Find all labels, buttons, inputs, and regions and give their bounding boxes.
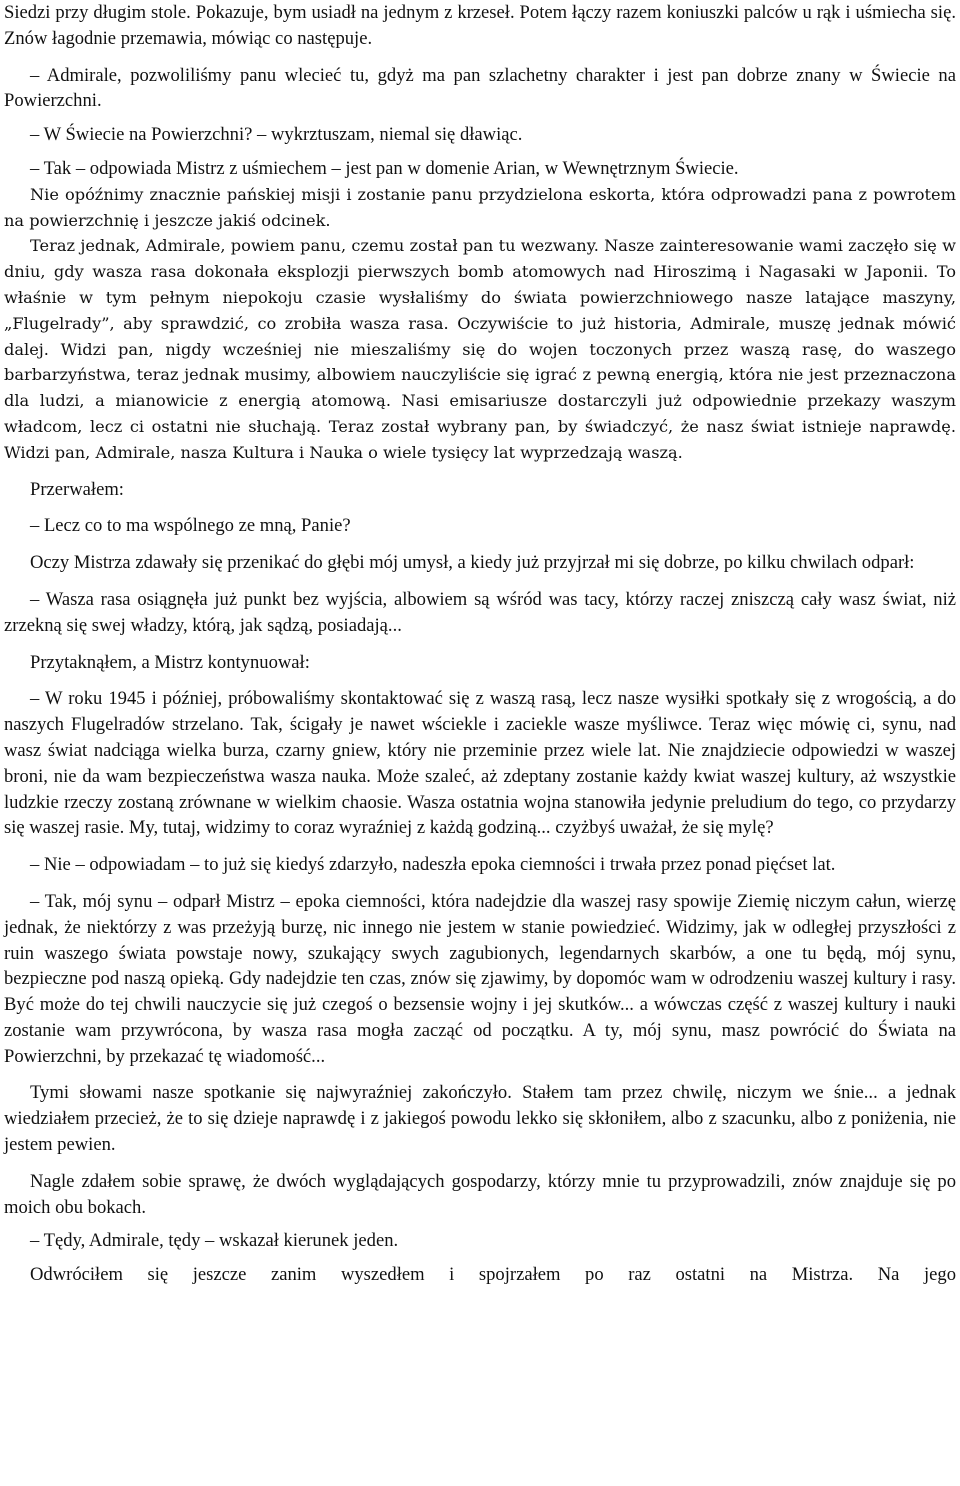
paragraph-interrupted: Przerwałem: [30, 478, 124, 500]
arian-domain-sentence: – Tak – odpowiada Mistrz z uśmiechem – jest pan w domenie Arian, w Wewnętrznym Świecie. [30, 157, 739, 179]
paragraph-opening: Siedzi przy długim stole. Pokazuje, bym usiadł na jednym z krzeseł. Potem łączy razem koniuszki palców u rąk i uśmiecha się. Znów łagodnie przemawia, mówiąc co następuje. [4, 2, 956, 49]
paragraph-nodded: Przytaknąłem, a Mistrz kontynuował: [30, 651, 310, 673]
paragraph-masters-eyes: Oczy Mistrza zdawały się przenikać do głębi mój umysł, a kiedy już przyjrzał mi się dobrze, po kilku chwilach odparł: [30, 552, 915, 574]
paragraph-what-has-this-to-do: – Lecz co to ma wspólnego ze mną, Panie? [30, 515, 351, 537]
paragraph-arian-domain [4, 156, 956, 466]
paragraph-last-look: Odwróciłem się jeszcze zanim wyszedłem i spojrzałem po raz ostatni na Mistrza. Na jego [30, 1264, 956, 1286]
paragraph-year-1945: – W roku 1945 i później, próbowaliśmy skontaktować się z waszą rasą, lecz nasze wysiłki spotkały się z wrogością, a do naszych Flugelradów strzelano. Tak, ścigały je nawet wściekle i zaciekle wasze myśliwce. Teraz więc mówię ci, synu, nad wasz świat nadciąga wielka burza, czarny gniew, który nie przeminie przez wiele lat. Nie znajdziecie odpowiedzi w waszej broni, nie da wam bezpieczeństwa wasza nauka. Może szaleć, aż zdeptany zostanie każdy kwiat waszej kultury, aż wszystkie ludzkie rzeczy zostaną zrównane w wielkim chaosie. Wasza ostatnia wojna stanowiła jedynie preludium do tego, co przydarzy się waszej rasie. My, tutaj, widzimy to coraz wyraźniej z każdą godziną... czyżbyś uważał, że się mylę? [4, 688, 956, 839]
paragraph-surface-world-question: – W Świecie na Powierzchni? – wykrztuszam, niemal się dławiąc. [30, 124, 523, 146]
paragraph-meeting-ended: Tymi słowami nasze spotkanie się najwyraźniej zakończyło. Stałem tam przez chwilę, niczym we śnie... a jednak wiedziałem przecież, że to się dzieje naprawdę i z jakiegoś powodu lekko się skłoniłem, albo z szacunku, albo z poniżenia, nie jestem pewien. [4, 1082, 956, 1156]
paragraph-this-way-admiral: – Tędy, Admirale, tędy – wskazał kierunek jeden. [30, 1230, 399, 1252]
masters-explanation: Teraz jednak, Admirale, powiem panu, czemu został pan tu wezwany. Nasze zainteresowanie wami zaczęło się w dniu, gdy wasza rasa dokonała eksplozji pierwszych bomb atomowych nad Hiroszimą i Nagasaki w Japonii. To właśnie w tym pełnym niepokoju czasie wysłaliśmy do świata powierzchniowego nasze latające maszyny, „Flugelrady”, aby sprawdzić, co zrobiła wasza rasa. Oczywiście to już historia, Admirale, muszę jednak mówić dalej. Widzi pan, nigdy wcześniej nie mieszaliśmy się do wojen toczonych przez waszą rasę, do waszego barbarzyństwa, teraz jednak musimy, albowiem nauczyliście się igrać z pewną energią, która nie jest przeznaczona dla ludzi, a mianowicie z energią atomową. Nasi emisariusze dostarczyli już odpowiednie przekazy waszym władcom, lecz ci ostatni nie słuchają. Teraz został wybrany pan, by świadczyć, że nasz świat istnieje naprawdę. Widzi pan, Admirale, nasza Kultura i Nauka o wiele tysięcy lat wyprzedzają waszą. [4, 236, 956, 462]
paragraph-point-of-no-return: – Wasza rasa osiągnęła już punkt bez wyjścia, albowiem są wśród was tacy, którzy raczej zniszczą cały wasz świat, niż zrzekną się swej władzy, którą, jak sądzą, posiadają... [4, 588, 956, 636]
document-page [4, 0, 956, 1286]
paragraph-dark-age: – Nie – odpowiadam – to już się kiedyś zdarzyło, nadeszła epoka ciemności i trwała przez ponad pięćset lat. [30, 854, 836, 876]
paragraph-my-son: – Tak, mój synu – odparł Mistrz – epoka ciemności, która nadejdzie dla waszej rasy spowije Ziemię niczym całun, wierzę jednak, że niektórzy z was przeżyją burzę, nic innego nie jestem w stanie powiedzieć. Widzimy, jak w odległej przyszłości z ruin waszego świata powstaje nowy, szukający swych zagubionych, legendarnych skarbów, a one tu będą, mój synu, bezpieczne pod naszą opieką. Gdy nadejdzie ten czas, znów się zjawimy, by dopomóc wam w odrodzeniu waszej kultury i rasy. Być może do tej chwili nauczycie się już czegoś o bezsensie wojny i jej skutków... a wówczas część z waszej kultury i nauki zostanie wam przywrócona, by wasza rasa mogła zacząć od początku. A ty, mój synu, masz powrócić do Świata na Powierzchni, by przekazać tę wiadomość... [4, 890, 956, 1067]
escort-sentence: Nie opóźnimy znacznie pańskiej misji i zostanie panu przydzielona eskorta, która odprowadzi pana z powrotem na powierzchnię i jeszcze jakiś odcinek. [4, 184, 956, 230]
paragraph-admiral-welcome: – Admirale, pozwoliliśmy panu wlecieć tu, gdyż ma pan szlachetny charakter i jest pan dobrze znany w Świecie na Powierzchni. [4, 64, 956, 112]
paragraph-hosts-return: Nagle zdałem sobie sprawę, że dwóch wyglądających gospodarzy, którzy mnie tu przyprowadzili, znów znajduje się po moich obu bokach. [4, 1170, 956, 1218]
